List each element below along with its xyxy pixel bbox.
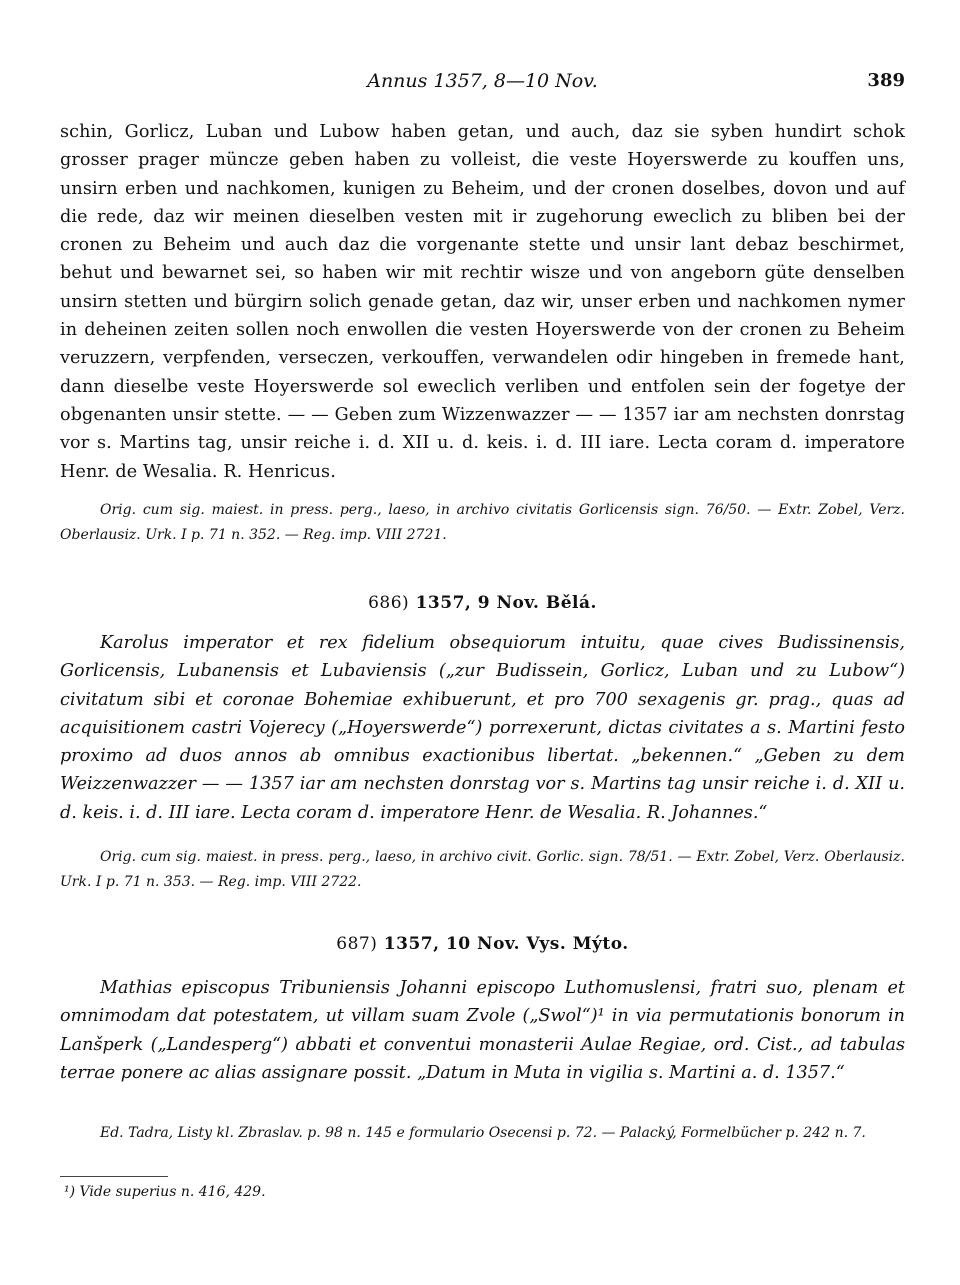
running-head: [60, 70, 905, 100]
continuation-paragraph: schin, Gorlicz, Luban und Lubow haben getan, und auch, daz sie syben hundirt schok grosser prager müncze geben haben zu volleist, die veste Hoyerswerde zu kouffen uns, unsirn erben und nachkomen, kunigen zu Beheim, und der cronen doselbes, dovon und auf die rede, daz wir meinen dieselben vesten mit ir zugehorung eweclich zu bliben bei der cronen zu Beheim und auch daz die vorgenante stette und unsir lant debaz beschirmet, behut und bewarnet sei, so haben wir mit rechtir wisze und von angeborn güte denselben unsirn stetten und bürgirn solich genade getan, daz wir, unser erben und nachkomen nymer in deheinen zeiten sollen noch enwollen die vesten Hoyerswerde von der cronen zu Beheim veruzzern, verpfenden, verseczen, verkouffen, verwandelen odir hingeben in fremede hant, dann dieselbe veste Hoyerswerde sol eweclich verliben und entfolen sein der fogetye der obgenanten unsir stette. — — Geben zum Wizzenwazzer — — 1357 iar am nechsten donrstag vor s. Martins tag, unsir reiche i. d. XII u. d. keis. i. d. III iare. Lecta coram d. imperatore Henr. de Wesalia. R. Henricus.: [60, 122, 905, 482]
regest-686: Karolus imperator et rex fidelium obsequiorum intuitu, quae cives Budissinensis, Gorlicensis, Lubanensis et Lubaviensis („zur Budissein, Gorlicz, Luban und zu Lubow“) civitatum sibi et coronae Bohemiae exhibuerunt, et pro 700 sexagenis gr. prag., quas ad acquisitionem castri Vojerecy („Hoyerswerde“) porrexerunt, dictas civitates a s. Martini festo proximo ad duos annos ab omnibus exactionibus libertat. „bekennen.“ „Geben zu dem Weizzenwazzer — — 1357 iar am nechsten donrstag vor s. Martins tag unsir reiche i. d. XII u. d. keis. i. d. III iare. Lecta coram d. imperatore Henr. de Wesalia. R. Johannes.“: [60, 633, 905, 823]
entry-number: 687): [336, 934, 378, 954]
footnote: ¹) Vide superius n. 416, 429.: [64, 1184, 266, 1200]
entry-heading-687: [60, 934, 905, 954]
page-number: 389: [867, 70, 905, 91]
source-note-687: Ed. Tadra, Listy kl. Zbraslav. p. 98 n. 145 e formulario Osecensi p. 72. — Palacký, Formelbücher p. 242 n. 7.: [100, 1125, 866, 1141]
running-title: Annus 1357, 8—10 Nov.: [367, 70, 598, 92]
regest-687: Mathias episcopus Tribuniensis Johanni episcopo Luthomuslensi, fratri suo, plenam et omnimodam dat potestatem, ut villam suam Zvole („Swol“)¹ in via permutationis bonorum in Lanšperk („Landesperg“) abbati et conventui monasterii Aulae Regiae, ord. Cist., ad tabulas terrae ponere ac alias assignare possit. „Datum in Muta in vigilia s. Martini a. d. 1357.“: [60, 978, 905, 1083]
entry-date-place: 1357, 9 Nov. Bělá.: [415, 593, 597, 613]
entry-date-place: 1357, 10 Nov. Vys. Mýto.: [383, 934, 629, 954]
entry-heading-686: [60, 593, 905, 613]
entry-number: 686): [368, 593, 410, 613]
footnote-divider: [60, 1176, 168, 1177]
source-note-686: Orig. cum sig. maiest. in press. perg., laeso, in archivo civit. Gorlic. sign. 78/51. — Extr. Zobel, Verz. Oberlausiz. Urk. I p. 71 n. 353. — Reg. imp. VIII 2722.: [60, 849, 905, 890]
source-note-685: Orig. cum sig. maiest. in press. perg., laeso, in archivo civitatis Gorlicensis sign. 76/50. — Extr. Zobel, Verz. Oberlausiz. Urk. I p. 71 n. 352. — Reg. imp. VIII 2721.: [60, 502, 905, 543]
